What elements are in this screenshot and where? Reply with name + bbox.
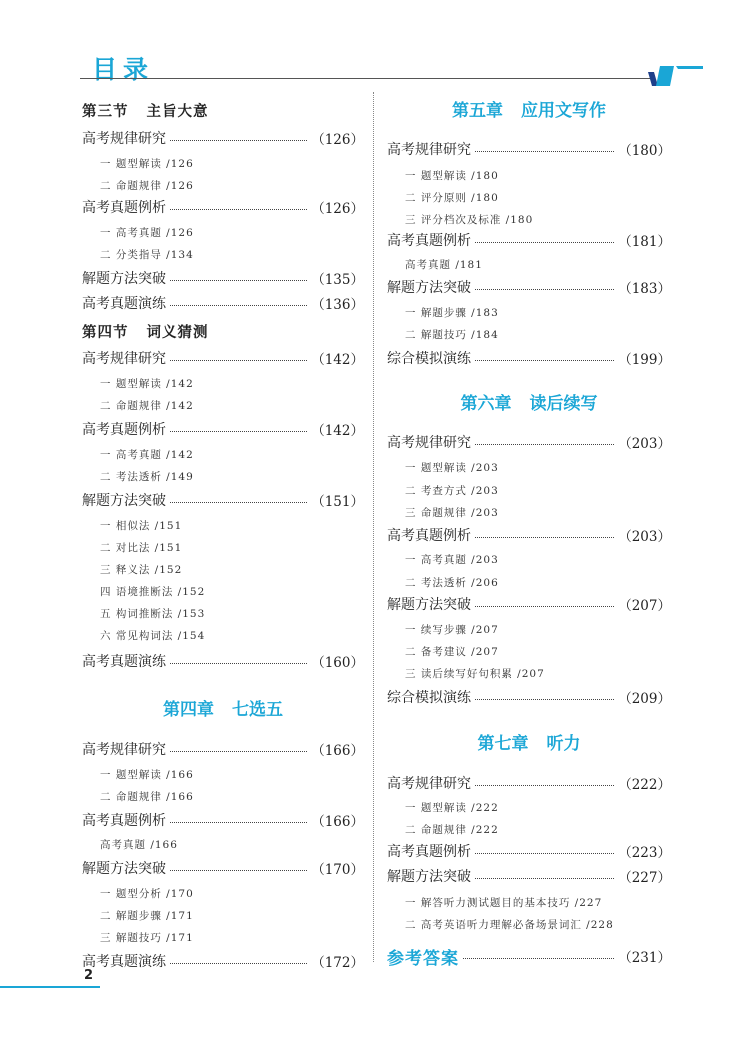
subentry-label: 一 相似法 /151 xyxy=(100,519,183,532)
subentry-label: 五 构词推断法 /153 xyxy=(100,607,206,620)
dot-leader xyxy=(475,289,614,290)
toc-subentry xyxy=(82,243,364,265)
dot-leader xyxy=(463,958,614,959)
toc-subentry xyxy=(82,536,364,558)
toc-subentry xyxy=(387,456,671,478)
toc-entry[interactable] xyxy=(387,524,671,546)
header-rule xyxy=(80,78,652,79)
entry-label: 高考规律研究 xyxy=(387,142,471,158)
toc-entry[interactable] xyxy=(82,950,364,972)
toc-subentry xyxy=(387,913,671,935)
subentry-label: 二 考法透析 /206 xyxy=(405,576,499,589)
toc-entry[interactable] xyxy=(387,865,671,887)
entry-label: 解题方法突破 xyxy=(387,597,471,613)
subentry-label: 二 命题规律 /142 xyxy=(100,399,194,412)
toc-subentry xyxy=(387,208,671,230)
toc-subentry xyxy=(387,640,671,662)
toc-chapter-heading xyxy=(387,386,671,416)
entry-label: 高考真题例析 xyxy=(387,528,471,544)
dot-leader xyxy=(170,209,307,210)
toc-subentry xyxy=(82,372,364,394)
toc-subentry xyxy=(387,571,671,593)
dot-leader xyxy=(475,444,614,445)
entry-page: （207） xyxy=(618,598,671,614)
entry-label: 综合模拟演练 xyxy=(387,690,471,706)
dot-leader xyxy=(475,537,614,538)
page-title: 目录 xyxy=(92,55,155,84)
toc-entry[interactable] xyxy=(82,196,364,218)
entry-label: 高考真题例析 xyxy=(387,844,471,860)
section-number: 第三节 xyxy=(82,103,129,120)
toc-subentry xyxy=(387,301,671,323)
toc-entry[interactable] xyxy=(82,292,364,314)
subentry-label: 二 命题规律 /166 xyxy=(100,790,194,803)
entry-page: （172） xyxy=(311,955,364,971)
subentry-label: 四 语境推断法 /152 xyxy=(100,585,206,598)
chapter-title: 读后续写 xyxy=(529,393,598,414)
subentry-label: 高考真题 /166 xyxy=(100,838,178,851)
toc-subentry xyxy=(82,602,364,624)
toc-subentry xyxy=(82,904,364,926)
subentry-label: 高考真题 /181 xyxy=(405,258,483,271)
toc-subentry xyxy=(387,548,671,570)
dot-leader xyxy=(170,963,307,964)
toc-subentry xyxy=(387,796,671,818)
entry-label: 高考规律研究 xyxy=(82,351,166,367)
dot-leader xyxy=(170,305,307,306)
subentry-label: 二 解题步骤 /171 xyxy=(100,909,194,922)
toc-entry[interactable] xyxy=(387,138,671,160)
entry-page: （142） xyxy=(311,423,364,439)
toc-entry[interactable] xyxy=(82,738,364,760)
subentry-label: 三 评分档次及标准 /180 xyxy=(405,213,534,226)
subentry-label: 一 高考真题 /142 xyxy=(100,448,194,461)
chapter-title: 听力 xyxy=(546,733,581,754)
subentry-label: 三 释义法 /152 xyxy=(100,563,183,576)
subentry-label: 二 备考建议 /207 xyxy=(405,645,499,658)
chapter-number: 第四章 xyxy=(163,699,214,720)
chapter-number: 第五章 xyxy=(452,100,503,121)
toc-subentry xyxy=(82,763,364,785)
entry-page: （227） xyxy=(618,870,671,886)
toc-subentry xyxy=(82,152,364,174)
toc-subentry xyxy=(387,253,671,275)
dot-leader xyxy=(170,663,307,664)
subentry-label: 一 题型解读 /142 xyxy=(100,377,194,390)
dot-leader xyxy=(170,502,307,503)
toc-subentry xyxy=(82,514,364,536)
subentry-label: 三 解题技巧 /171 xyxy=(100,931,194,944)
toc-subentry xyxy=(387,164,671,186)
subentry-label: 二 评分原则 /180 xyxy=(405,191,499,204)
toc-entry[interactable] xyxy=(387,686,671,708)
footer-rule xyxy=(0,986,100,988)
header-logo-icon xyxy=(648,66,703,86)
entry-label: 解题方法突破 xyxy=(387,280,471,296)
dot-leader xyxy=(475,242,614,243)
subentry-label: 一 题型解读 /166 xyxy=(100,768,194,781)
toc-entry[interactable] xyxy=(387,840,671,862)
chapter-number: 第六章 xyxy=(460,393,512,414)
entry-label: 高考规律研究 xyxy=(82,742,166,758)
toc-subentry xyxy=(82,833,364,855)
section-number: 第四节 xyxy=(82,324,129,341)
entry-page: （203） xyxy=(618,436,671,452)
toc-subentry xyxy=(82,465,364,487)
entry-label: 高考真题例析 xyxy=(82,422,166,438)
subentry-label: 二 考查方式 /203 xyxy=(405,484,499,497)
entry-label: 高考真题例析 xyxy=(387,233,471,249)
subentry-label: 一 题型解读 /222 xyxy=(405,801,499,814)
entry-page: （142） xyxy=(311,352,364,368)
entry-label: 高考真题演练 xyxy=(82,654,166,670)
entry-page: （181） xyxy=(618,234,671,250)
subentry-label: 一 题型解读 /126 xyxy=(100,157,194,170)
toc-entry[interactable] xyxy=(387,229,671,251)
entry-page: （126） xyxy=(311,132,364,148)
subentry-label: 六 常见构词法 /154 xyxy=(100,629,206,642)
subentry-label: 二 命题规律 /126 xyxy=(100,179,194,192)
toc-subentry xyxy=(82,174,364,196)
dot-leader xyxy=(475,878,614,879)
subentry-label: 二 解题技巧 /184 xyxy=(405,328,499,341)
dot-leader xyxy=(475,606,614,607)
toc-section-heading xyxy=(82,320,364,342)
subentry-label: 三 读后续写好句积累 /207 xyxy=(405,667,545,680)
toc-subentry xyxy=(387,818,671,840)
toc-entry[interactable] xyxy=(82,418,364,440)
entry-label: 解题方法突破 xyxy=(82,861,166,877)
entry-label: 高考规律研究 xyxy=(387,776,471,792)
entry-label: 高考真题例析 xyxy=(82,200,166,216)
entry-label: 高考真题例析 xyxy=(82,813,166,829)
toc-entry[interactable] xyxy=(387,347,671,369)
dot-leader xyxy=(475,151,614,152)
chapter-title: 应用文写作 xyxy=(521,100,606,121)
entry-page: （223） xyxy=(618,845,671,861)
dot-leader xyxy=(170,431,307,432)
entry-label: 参考答案 xyxy=(387,948,459,969)
entry-page: （170） xyxy=(311,862,364,878)
subentry-label: 一 解答听力测试题目的基本技巧 /227 xyxy=(405,896,603,909)
toc-entry[interactable] xyxy=(82,809,364,831)
toc-subentry xyxy=(387,662,671,684)
subentry-label: 一 续写步骤 /207 xyxy=(405,623,499,636)
toc-subentry xyxy=(82,221,364,243)
toc-subentry xyxy=(82,394,364,416)
subentry-label: 一 高考真题 /203 xyxy=(405,553,499,566)
column-divider xyxy=(373,92,374,962)
entry-label: 高考规律研究 xyxy=(387,435,471,451)
entry-page: （203） xyxy=(618,529,671,545)
entry-page: （160） xyxy=(311,655,364,671)
chapter-number: 第七章 xyxy=(477,733,529,754)
subentry-label: 二 分类指导 /134 xyxy=(100,248,194,261)
entry-label: 高考真题演练 xyxy=(82,954,166,970)
subentry-label: 三 命题规律 /203 xyxy=(405,506,499,519)
toc-entry[interactable] xyxy=(387,772,671,794)
entry-page: （135） xyxy=(311,272,364,288)
dot-leader xyxy=(475,785,614,786)
entry-label: 综合模拟演练 xyxy=(387,351,471,367)
toc-subentry xyxy=(82,624,364,646)
toc-subentry xyxy=(82,785,364,807)
entry-page: （199） xyxy=(618,352,671,368)
toc-subentry xyxy=(82,558,364,580)
entry-label: 高考真题演练 xyxy=(82,296,166,312)
subentry-label: 一 高考真题 /126 xyxy=(100,226,194,239)
toc-subentry xyxy=(387,186,671,208)
subentry-label: 二 高考英语听力理解必备场景词汇 /228 xyxy=(405,918,614,931)
toc-entry[interactable] xyxy=(82,267,364,289)
subentry-label: 一 题型分析 /170 xyxy=(100,887,194,900)
subentry-label: 一 解题步骤 /183 xyxy=(405,306,499,319)
toc-subentry xyxy=(387,501,671,523)
entry-page: （136） xyxy=(311,297,364,313)
toc-subentry xyxy=(82,443,364,465)
dot-leader xyxy=(170,822,307,823)
entry-page: （222） xyxy=(618,777,671,793)
toc-chapter-heading xyxy=(387,93,671,123)
entry-page: （126） xyxy=(311,201,364,217)
dot-leader xyxy=(170,280,307,281)
entry-page: （166） xyxy=(311,743,364,759)
toc-entry[interactable] xyxy=(82,127,364,149)
dot-leader xyxy=(170,751,307,752)
dot-leader xyxy=(170,140,307,141)
subentry-label: 二 命题规律 /222 xyxy=(405,823,499,836)
toc-subentry xyxy=(387,323,671,345)
toc-entry[interactable] xyxy=(387,593,671,615)
toc-chapter-heading xyxy=(387,726,671,756)
entry-page: （231） xyxy=(618,950,671,966)
dot-leader xyxy=(170,870,307,871)
toc-entry[interactable] xyxy=(82,489,364,511)
toc-entry[interactable] xyxy=(387,276,671,298)
entry-label: 高考规律研究 xyxy=(82,131,166,147)
dot-leader xyxy=(475,853,614,854)
subentry-label: 一 题型解读 /180 xyxy=(405,169,499,182)
toc-subentry xyxy=(387,618,671,640)
toc-entry[interactable] xyxy=(82,347,364,369)
entry-label: 解题方法突破 xyxy=(82,493,166,509)
dot-leader xyxy=(475,699,614,700)
dot-leader xyxy=(170,360,307,361)
toc-subentry xyxy=(82,882,364,904)
entry-page: （183） xyxy=(618,281,671,297)
entry-page: （180） xyxy=(618,143,671,159)
toc-subentry xyxy=(387,891,671,913)
toc-subentry xyxy=(82,580,364,602)
entry-page: （209） xyxy=(618,691,671,707)
chapter-title: 七选五 xyxy=(232,699,283,720)
toc-chapter-heading xyxy=(82,692,364,722)
section-title: 词义猜测 xyxy=(146,324,209,341)
toc-section-heading xyxy=(82,99,364,121)
subentry-label: 二 考法透析 /149 xyxy=(100,470,194,483)
toc-subentry xyxy=(387,479,671,501)
page-number: 2 xyxy=(84,968,94,983)
dot-leader xyxy=(475,360,614,361)
toc-subentry xyxy=(82,926,364,948)
entry-label: 解题方法突破 xyxy=(387,869,471,885)
entry-label: 解题方法突破 xyxy=(82,271,166,287)
entry-page: （151） xyxy=(311,494,364,510)
entry-page: （166） xyxy=(311,814,364,830)
toc-answer-entry[interactable] xyxy=(387,945,671,967)
section-title: 主旨大意 xyxy=(146,103,209,120)
toc-entry[interactable] xyxy=(82,650,364,672)
toc-entry[interactable] xyxy=(387,431,671,453)
subentry-label: 二 对比法 /151 xyxy=(100,541,183,554)
subentry-label: 一 题型解读 /203 xyxy=(405,461,499,474)
toc-entry[interactable] xyxy=(82,857,364,879)
